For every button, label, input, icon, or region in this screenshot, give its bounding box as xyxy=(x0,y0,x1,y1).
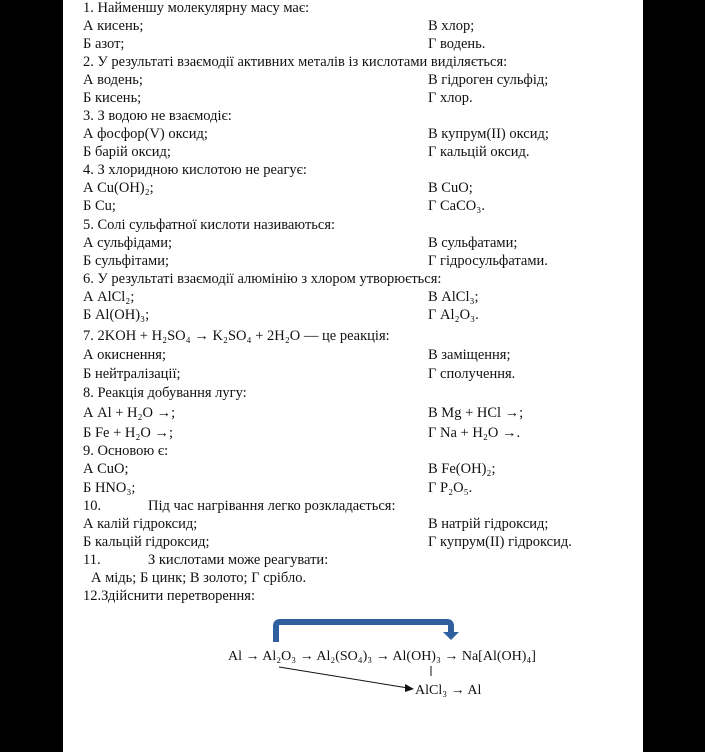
option-b: Б нейтралізації; xyxy=(83,366,181,382)
option-c: В AlCl₃; xyxy=(428,289,479,305)
option-b: Б Al(OH)₃; xyxy=(83,307,150,323)
option-c: В Fe(OH)₂; xyxy=(428,461,496,477)
option-a: А фосфор(V) оксид; xyxy=(83,126,208,142)
question-6-stem: 6. У результаті взаємодії алюмінію з хлором утворюється: xyxy=(83,271,442,287)
question-8-row-2 xyxy=(83,424,638,442)
option-a: А сульфідами; xyxy=(83,235,173,251)
option-c: В купрум(ІІ) оксид; xyxy=(428,126,549,142)
option-b: Б HNO₃; xyxy=(83,480,136,496)
option-d: Г Na + H₂O →. xyxy=(428,425,521,441)
question-12-stem: 12.Здійснити перетворення: xyxy=(83,588,255,604)
option-c: В гідроген сульфід; xyxy=(428,72,549,88)
question-2-stem: 2. У результаті взаємодії активних металів із кислотами виділяється: xyxy=(83,54,508,70)
option-a: А водень; xyxy=(83,72,143,88)
option-b: Б Cu; xyxy=(83,198,116,214)
option-a: А кисень; xyxy=(83,18,144,34)
option-d: Г P₂O₅. xyxy=(428,480,473,496)
option-c: В заміщення; xyxy=(428,347,511,363)
blue-arrow-head xyxy=(443,632,459,640)
option-d: Г сполучення. xyxy=(428,366,516,382)
option-a: А калій гідроксид; xyxy=(83,516,198,532)
option-d: Г гідросульфатами. xyxy=(428,253,548,269)
question-7-row-1 xyxy=(83,346,638,364)
question-1-row-2 xyxy=(83,35,638,53)
question-11-options: А мідь; Б цинк; В золото; Г срібло. xyxy=(91,570,307,586)
question-7-stem: 7. 2KOH + H₂SO₄ → K₂SO₄ + 2H₂O — це реакція: xyxy=(83,328,390,344)
chain-equation: Al → Al₂O₃ → Al₂(SO₄)₃ → Al(OH)₃ → Na[Al(OH)₄] xyxy=(228,649,536,664)
branch-equation: AlCl₃ → Al xyxy=(415,683,482,698)
option-b: Б азот; xyxy=(83,36,125,52)
question-1-stem: 1. Найменшу молекулярну масу має: xyxy=(83,0,310,16)
question-5-row-1 xyxy=(83,234,638,252)
question-2-row-1 xyxy=(83,71,638,89)
question-10-row-2 xyxy=(83,533,638,551)
option-b: Б кальцій гідроксид; xyxy=(83,534,210,550)
question-4-stem: 4. З хлоридною кислотою не реагує: xyxy=(83,162,307,178)
option-c: В CuO; xyxy=(428,180,473,196)
blue-bracket-arrow xyxy=(276,622,451,642)
question-3-row-1 xyxy=(83,125,638,143)
option-c: В натрій гідроксид; xyxy=(428,516,549,532)
question-8-stem: 8. Реакція добування лугу: xyxy=(83,385,247,401)
option-d: Г кальцій оксид. xyxy=(428,144,530,160)
diagonal-arrow-head xyxy=(405,684,414,692)
question-1-row-1 xyxy=(83,17,638,35)
transformation-scheme xyxy=(63,600,643,720)
question-4-row-1 xyxy=(83,179,638,197)
question-10-row-1 xyxy=(83,515,638,533)
option-d: Г Al₂O₃. xyxy=(428,307,479,323)
option-a: А окиснення; xyxy=(83,347,166,363)
option-c: В хлор; xyxy=(428,18,475,34)
question-5-stem: 5. Солі сульфатної кислоти називаються: xyxy=(83,217,336,233)
question-text: З кислотами може реагувати: xyxy=(148,552,329,568)
question-5-row-2 xyxy=(83,252,638,270)
option-d: Г хлор. xyxy=(428,90,473,106)
option-d: Г водень. xyxy=(428,36,486,52)
question-9-row-2 xyxy=(83,479,638,497)
question-number: 10. xyxy=(83,498,102,514)
question-6-row-2 xyxy=(83,306,638,324)
question-8-row-1 xyxy=(83,404,638,422)
option-a: А Al + H₂O →; xyxy=(83,405,176,421)
question-number: 11. xyxy=(83,552,101,568)
diagonal-arrow xyxy=(279,667,408,688)
question-9-row-1 xyxy=(83,460,638,478)
option-b: Б сульфітами; xyxy=(83,253,169,269)
question-text: Під час нагрівання легко розкладається: xyxy=(148,498,396,514)
question-9-stem: 9. Основою є: xyxy=(83,443,169,459)
option-a: А CuO; xyxy=(83,461,129,477)
document-page xyxy=(63,0,643,752)
option-b: Б Fe + H₂O →; xyxy=(83,425,174,441)
option-a: А AlCl₂; xyxy=(83,289,135,305)
option-c: В Mg + HCl →; xyxy=(428,405,524,421)
question-3-row-2 xyxy=(83,143,638,161)
question-2-row-2 xyxy=(83,89,638,107)
option-b: Б барій оксид; xyxy=(83,144,171,160)
question-6-row-1 xyxy=(83,288,638,306)
question-10-stem xyxy=(83,497,638,515)
option-d: Г CaCO₃. xyxy=(428,198,485,214)
option-d: Г купрум(ІІ) гідроксид. xyxy=(428,534,572,550)
option-a: А Cu(OH)₂; xyxy=(83,180,154,196)
question-4-row-2 xyxy=(83,197,638,215)
question-11-stem xyxy=(83,551,638,569)
question-3-stem: 3. З водою не взаємодіє: xyxy=(83,108,232,124)
question-7-row-2 xyxy=(83,365,638,383)
option-b: Б кисень; xyxy=(83,90,142,106)
option-c: В сульфатами; xyxy=(428,235,518,251)
